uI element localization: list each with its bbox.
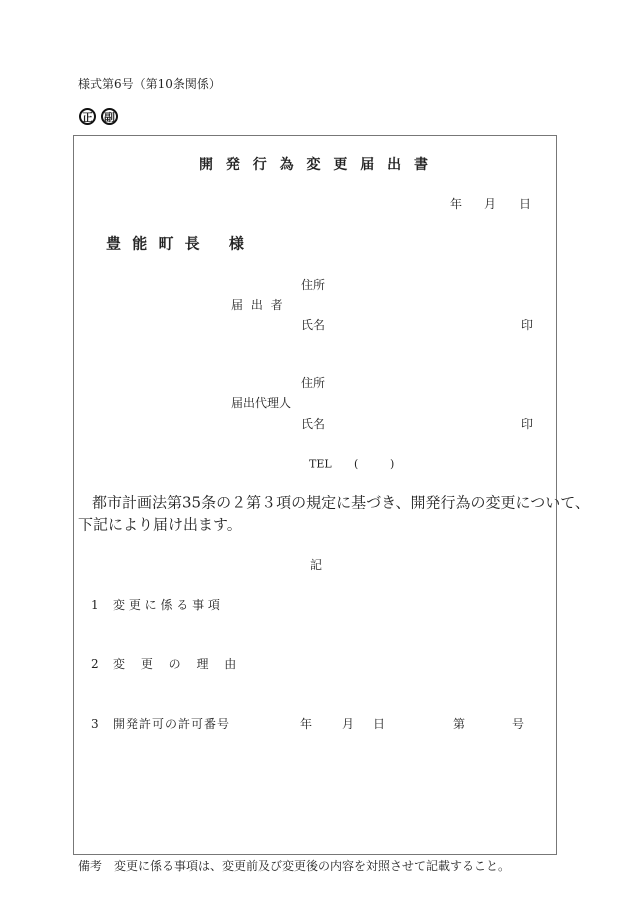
agent-address-label: 住所	[301, 376, 326, 390]
body-line-2: 下記により届け出ます。	[78, 515, 242, 534]
applicant-name-label: 氏名	[301, 318, 326, 332]
agent-name-label: 氏名	[301, 417, 326, 431]
permit-month: 月	[342, 717, 355, 731]
note-heading: 記	[310, 558, 323, 572]
permit-go: 号	[512, 717, 525, 731]
permit-dai: 第	[453, 717, 466, 731]
item-2-label: 変 更 の 理 由	[113, 657, 237, 671]
item-2-number: 2	[91, 657, 99, 671]
permit-day: 日	[373, 717, 386, 731]
document-title: 開 発 行 為 変 更 届 出 書	[199, 157, 432, 173]
applicant-seal: 印	[521, 318, 534, 332]
tel-label: TEL	[309, 457, 332, 471]
date-year: 年	[450, 197, 463, 211]
item-3-number: 3	[91, 717, 99, 731]
agent-seal: 印	[521, 417, 534, 431]
date-month: 月	[484, 197, 497, 211]
agent-label: 届出代理人	[231, 396, 292, 410]
date-day: 日	[519, 197, 532, 211]
addressee: 豊 能 町 長 様	[106, 234, 247, 253]
original-stamp: 正	[79, 108, 96, 125]
applicant-label: 届 出 者	[231, 298, 285, 312]
copy-stamp: 副	[101, 108, 118, 125]
item-1-number: 1	[91, 598, 99, 612]
item-3-label: 開発許可の許可番号	[113, 717, 231, 731]
item-1-label: 変 更 に 係 る 事 項	[113, 598, 220, 612]
body-line-1: 都市計画法第35条の２第３項の規定に基づき、開発行為の変更について、	[92, 493, 590, 512]
applicant-address-label: 住所	[301, 278, 326, 292]
form-number: 様式第6号（第10条関係）	[78, 77, 221, 91]
tel-open-paren: (	[354, 457, 359, 471]
permit-year: 年	[300, 717, 313, 731]
tel-close-paren: )	[390, 457, 395, 471]
remarks: 備考 変更に係る事項は、変更前及び変更後の内容を対照させて記載すること。	[78, 859, 511, 873]
